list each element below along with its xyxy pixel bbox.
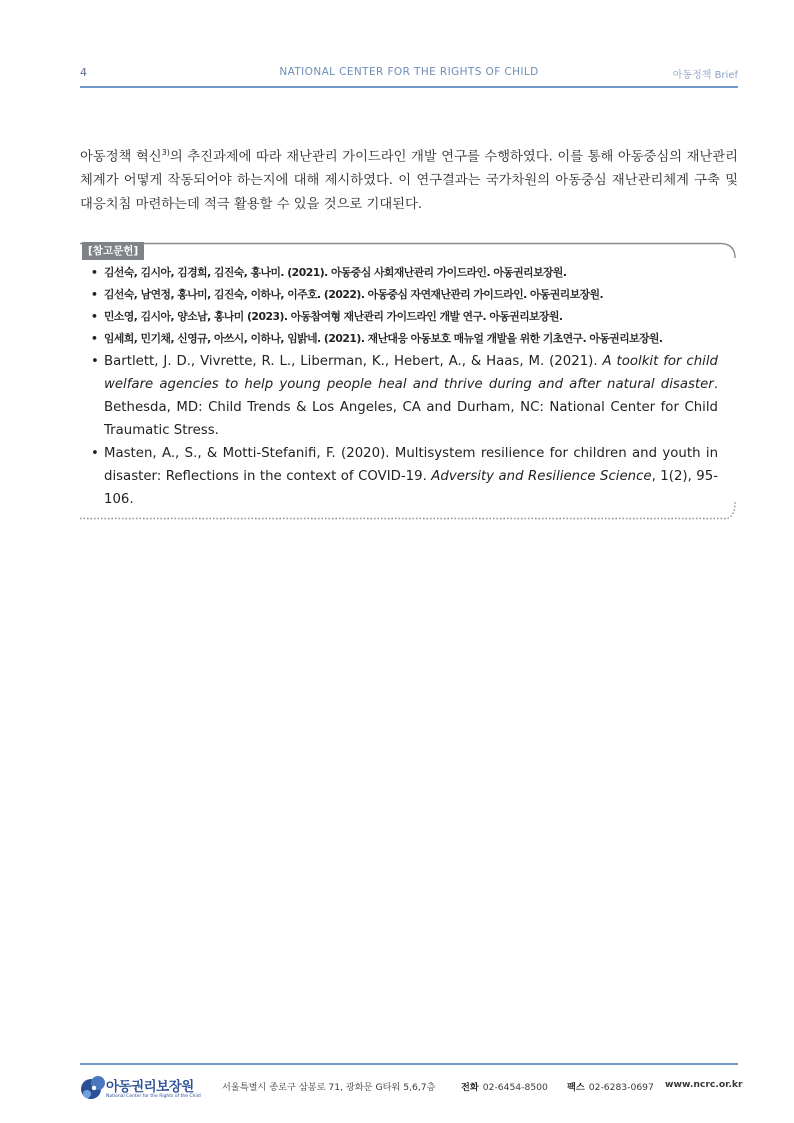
header-brief-label: 아동정책 Brief	[672, 70, 738, 81]
references-box	[80, 242, 738, 522]
bullet-icon: •	[91, 354, 99, 369]
header-org-name: NATIONAL CENTER FOR THE RIGHTS OF CHILD	[279, 66, 539, 78]
reference-item	[88, 284, 718, 306]
logo-name-ko: 아동권리보장원	[106, 1079, 194, 1095]
footer-phone	[461, 1079, 548, 1093]
footer-fax	[567, 1079, 654, 1093]
footnote-mark: 3)	[161, 148, 170, 157]
reference-item	[88, 306, 718, 328]
fax-number: 02-6283-0697	[588, 1082, 654, 1093]
phone-number: 02-6454-8500	[482, 1082, 548, 1093]
reference-text: 임세희, 민기채, 신영규, 아쓰시, 이하나, 임밝네. (2021). 재난대응 아동보호 매뉴얼 개발을 위한 기초연구. 아동권리보장원.	[104, 332, 663, 345]
reference-text: 김선숙, 김시아, 김경희, 김진숙, 홍나미. (2021). 아동중심 사회재난관리 가이드라인. 아동권리보장원.	[104, 266, 567, 279]
footer-divider	[80, 1063, 738, 1065]
phone-label: 전화	[461, 1082, 479, 1093]
footer-website[interactable]: www.ncrc.or.kr	[665, 1079, 743, 1090]
footer-address: 서울특별시 종로구 삼봉로 71, 광화문 G타워 5,6,7층	[222, 1082, 436, 1093]
reference-text-post: , 1(2), 95-106.	[104, 469, 719, 507]
reference-journal-italic: Adversity and Resilience Science	[431, 469, 652, 484]
logo-name-en: National Center for the Rights of the Child	[106, 1094, 201, 1099]
logo-mark-icon	[80, 1074, 106, 1102]
bullet-icon: •	[91, 288, 98, 301]
reference-item	[88, 262, 718, 284]
body-text-part2: 의 추진과제에 따라 재난관리 가이드라인 개발 연구를 수행하였다. 이를 통해 아동중심의 재난관리체계가 어떻게 작동되어야 하는지에 대해 제시하였다. 이 연구결과는 국가차원의 아동중심 재난관리체계 구축 및 대응치침 마련하는데 적극 활용할 수 있을 것으로 기대된다.	[80, 149, 739, 213]
reference-text: 김선숙, 남연정, 홍나미, 김진숙, 이하나, 이주호. (2022). 아동중심 자연재난관리 가이드라인. 아동권리보장원.	[104, 288, 604, 301]
bullet-icon: •	[91, 310, 98, 323]
reference-text-pre: Bartlett, J. D., Vivrette, R. L., Liberman, K., Hebert, A., & Haas, M. (2021).	[104, 354, 603, 369]
reference-item	[88, 328, 718, 350]
reference-item	[88, 350, 718, 442]
fax-label: 팩스	[567, 1082, 585, 1093]
bullet-icon: •	[91, 332, 98, 345]
reference-title-italic: A toolkit for child welfare agencies to help young people heal and thrive during and after natural disaster	[104, 354, 718, 392]
reference-item	[88, 442, 718, 511]
page-header	[80, 66, 738, 88]
body-text-part1: 아동정책 혁신	[80, 149, 162, 165]
body-paragraph	[80, 141, 738, 217]
bullet-icon: •	[91, 446, 99, 461]
org-logo	[80, 1074, 220, 1104]
reference-text-post: . Bethesda, MD: Child Trends & Los Angeles, CA and Durham, NC: National Center for Child Traumatic Stress.	[104, 377, 718, 438]
reference-list	[88, 262, 718, 511]
references-label: [참고문헌]	[82, 242, 144, 260]
reference-text: 민소영, 김시아, 양소남, 홍나미 (2023). 아동참여형 재난관리 가이드라인 개발 연구. 아동권리보장원.	[104, 310, 563, 323]
reference-text-pre: Masten, A., S., & Motti-Stefanifi, F. (2020). Multisystem resilience for children and youth in disaster: Reflections in the context of COVID-19.	[104, 446, 718, 484]
bullet-icon: •	[91, 266, 98, 279]
page-number: 4	[80, 66, 87, 79]
header-divider	[80, 86, 738, 88]
